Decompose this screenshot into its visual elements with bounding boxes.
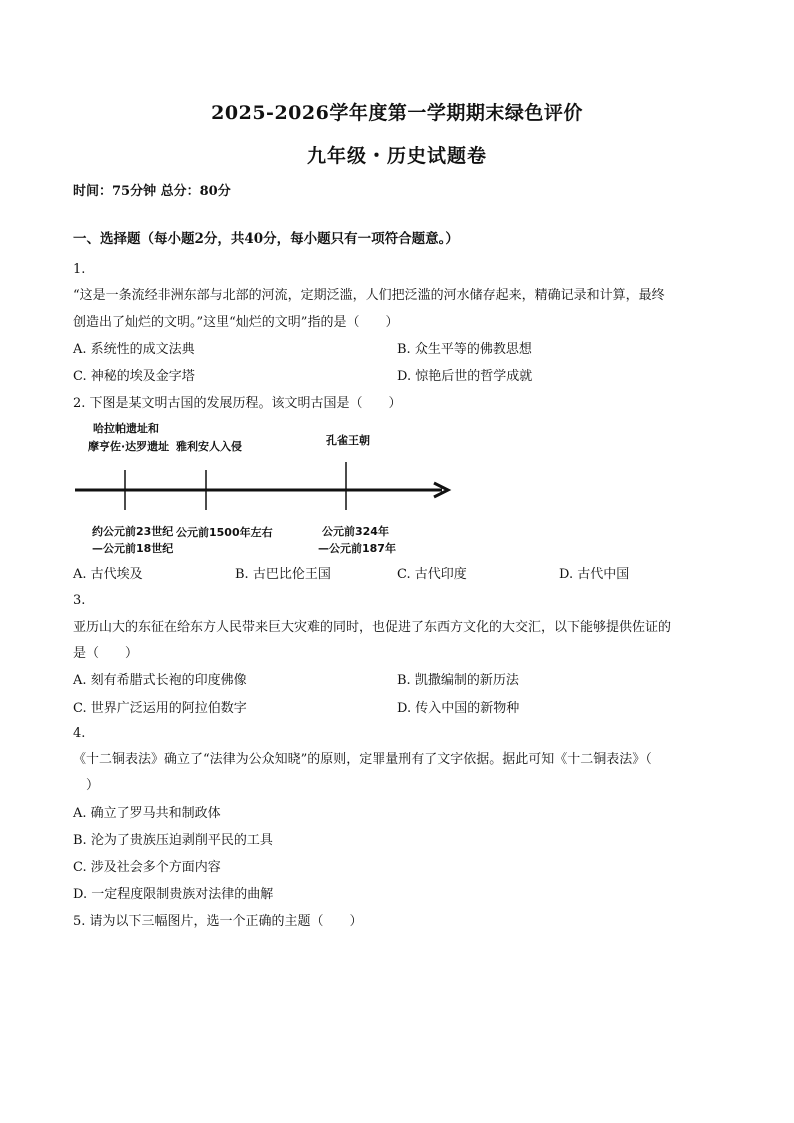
q4-option-a: A. 确立了罗马共和制政体 [73,806,221,821]
q1-number: 1. [73,262,86,277]
timeline-bottom-label-2: 公元前1500年左右 [176,526,273,539]
q3-number: 3. [73,593,86,608]
exam-subtitle: 九年级・历史试题卷 [306,145,487,167]
q1-option-c: C. 神秘的埃及金字塔 [73,369,195,384]
q1-option-a: A. 系统性的成文法典 [73,342,195,357]
q2-option-d: D. 古代中国 [559,567,630,582]
q3-option-d: D. 传入中国的新物种 [397,701,520,716]
timeline-top-label-3: 孔雀王朝 [326,434,370,447]
q1-option-b: B. 众生平等的佛教思想 [397,342,532,357]
q2-timeline-figure [70,418,470,560]
exam-title: 2025-2026学年度第一学期期末绿色评价 [211,102,583,124]
timeline-bottom-label-3a: 公元前324年 [322,525,389,538]
timeline-top-label-1b: 摩亨佐·达罗遗址 [88,440,170,453]
timeline-top-label-2: 雅利安人入侵 [176,440,242,453]
q4-stem-line1: 《十二铜表法》确立了“法律为公众知晓”的原则，定罪量刑有了文字依据。据此可知《十二铜表法》（ [73,752,652,767]
timeline-bottom-label-1b: —公元前18世纪 [92,542,174,555]
q3-stem-line2: 是（ ） [73,646,139,661]
q4-stem-line2: ） [86,778,100,793]
q1-stem-line1: “这是一条流经非洲东部与北部的河流，定期泛滥，人们把泛滥的河水储存起来，精确记录和计算，最终 [73,288,665,303]
timeline-top-label-1a: 哈拉帕遗址和 [93,422,159,435]
q4-option-c: C. 涉及社会多个方面内容 [73,860,221,875]
exam-time-score: 时间：75分钟 总分：80分 [73,184,231,199]
q3-option-c: C. 世界广泛运用的阿拉伯数字 [73,701,247,716]
q3-option-a: A. 刻有希腊式长袍的印度佛像 [73,673,247,688]
timeline-bottom-label-1a: 约公元前23世纪 [92,525,174,538]
q2-option-a: A. 古代埃及 [73,567,143,582]
q2-stem: 2. 下图是某文明古国的发展历程。该文明古国是（ ） [73,396,402,411]
q1-option-d: D. 惊艳后世的哲学成就 [397,369,533,384]
q2-option-b: B. 古巴比伦王国 [235,567,331,582]
q1-stem-line2: 创造出了灿烂的文明。”这里“灿烂的文明”指的是（ ） [73,315,399,330]
q2-option-c: C. 古代印度 [397,567,467,582]
q5-stem: 5. 请为以下三幅图片，选一个正确的主题（ ） [73,914,363,929]
q4-option-b: B. 沦为了贵族压迫剥削平民的工具 [73,833,273,848]
timeline-bottom-label-3b: —公元前187年 [318,542,396,555]
q4-number: 4. [73,726,86,741]
q3-option-b: B. 凯撒编制的新历法 [397,673,519,688]
q4-option-d: D. 一定程度限制贵族对法律的曲解 [73,887,274,902]
q3-stem-line1: 亚历山大的东征在给东方人民带来巨大灾难的同时，也促进了东西方文化的大交汇，以下能够提供佐证的 [73,620,672,635]
section-heading-choice: 一、选择题（每小题2分，共40分，每小题只有一项符合题意。） [73,231,459,247]
